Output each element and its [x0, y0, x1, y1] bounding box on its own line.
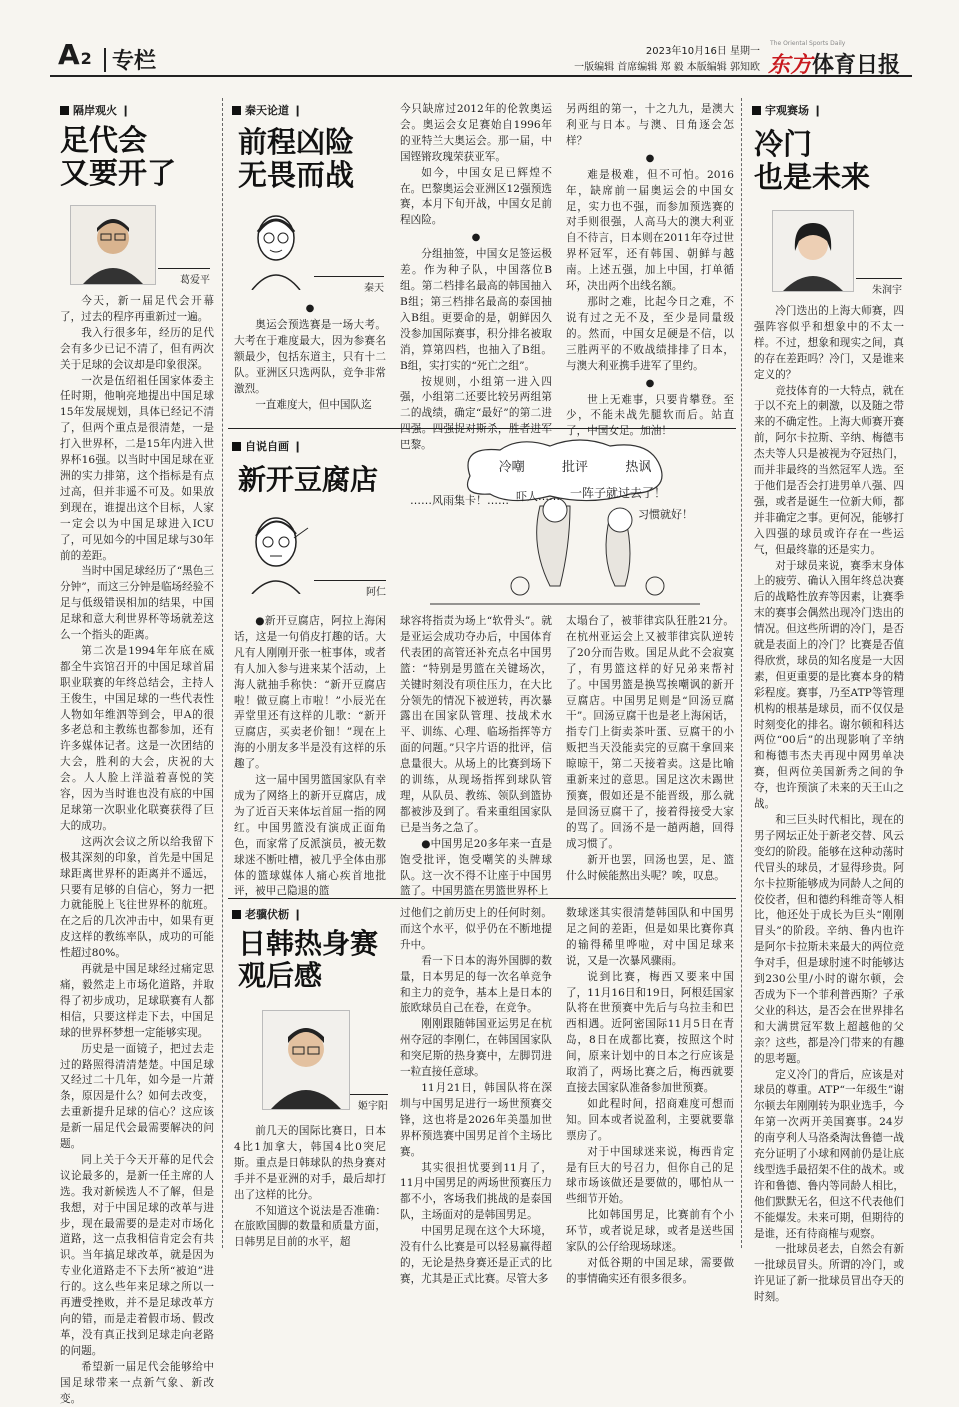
issue-date: 2023年10月16日 星期一: [645, 46, 760, 57]
japan-tag: 老骥伏枥 ❙: [232, 906, 302, 922]
paragraph: 奥运会预选赛是一场大考。大考在于难度最大，因为参赛名额最少，包括东道主，只有十二队。亚洲区只选两队，竞争非常激烈。: [234, 319, 386, 395]
header-info: [540, 44, 760, 76]
cartoon-speech-far: 习惯就好！: [638, 508, 693, 521]
paragraph: 看一下日本的海外国脚的数量，日本男足的每一次名单竞争和主力的竞争，基本上是日本的旅欧球员自己在卷，在竞争。: [400, 954, 552, 1015]
column-rule-3: [741, 98, 742, 1248]
paragraph: 比如韩国男足，比赛前有个小环节，或者说足球，或者是送些国家队的公仔给现场球迷。: [566, 1209, 734, 1254]
tofu-top-rule: [228, 428, 736, 429]
paragraph: 一批球员老去，自然会有新一批球员冒头。所谓的冷门，或许见证了新一批球员冒出夺天的时刻。: [754, 1243, 904, 1304]
tofu-author-caricature: [246, 508, 314, 594]
paragraph: 那时之难，比起今日之难，不说有过之无不及，至少是同量级的。然而，中国女足硬是不信，以三胜两平的不败战绩排排了日本，与澳大利亚携手进军了里约。: [566, 295, 734, 372]
cloud-word-1: 冷嘲: [498, 460, 525, 475]
tofu-cartoon: [410, 436, 710, 606]
paragraph: 冷门迭出的上海大师赛，四强阵容似乎和想象中的不太一样。不过，想象和现实之间，真的存在差距吗？冷门，又是谁来定义的？: [754, 305, 904, 381]
japan-body-a: [234, 1124, 386, 1251]
header-rule: [50, 75, 912, 77]
cartoon-speech-right: 一阵子就过去了！: [570, 486, 667, 500]
paragraph: 对于球员来说，赛季末身体上的疲劳、确认入围年终总决赛后的战略性放弃等因素，让赛季末的赛事会偶然出现冷门迭出的情况。但这些所谓的冷门，是否就是表面上的冷门？比赛是否值得欣赏，球员的知名度是一大因素，但更重要的是比赛本身的精彩程度。赛事，乃至ATP等管理机构的根基是球员，而不仅仅是时刻变化的排名。谢尔顿和科达两位“00后”的出现影响了辛纳和梅德韦杰夫再现中网男单决赛，但两位美国新秀之间的争夺，也许预演了未来的天王山之战。: [754, 559, 904, 811]
col3-author: 朱润宇: [856, 278, 902, 296]
col2-caricature: [244, 204, 308, 290]
col1-body: [60, 294, 214, 1407]
paragraph: 同上关于今天开幕的足代会议论最多的，是新一任主席的人选。我对新候选人不了解，但是我想，对于中国足球的改革与进步，现在最需要的是走对市场化道路，这一点我相信肯定会有共识。当年搞足球改革，就是因为专业化道路走不下去所“被迫”进行的。这么些年来足球之所以一再遭受挫败，并不是足球改革方向的错，而是走着假市场、假改革，没有真正找到足球走向老路的问题。: [60, 1153, 214, 1357]
paragraph: 第二次是1994年年底在威都全牛宾馆召开的中国足球首届职业联赛的年终总结会，主持人王俊生，中国足球的一些代表性人物如年维泗等到会，甲A的很多老总和主教练也都参加，还有许多媒体记者。这是一次团结的大会，胜利的大会，庆祝的大会。人人脸上洋溢着喜悦的笑容，因为当时谁也没有底的中国足球第一次职业化联赛获得了巨大的成功。: [60, 644, 214, 832]
paragraph: 我入行很多年，经历的足代会有多少已记不清了，但有两次关于足球的会议却是印象很深。: [60, 326, 214, 371]
logo-english: The Oriental Sports Daily: [770, 40, 846, 47]
paragraph: 如今，中国女足已辉煌不在。巴黎奥运会亚洲区12强预选赛，本月下旬开战，中国女足前程凶险。: [400, 166, 552, 227]
col2-body-middle: [400, 102, 552, 454]
paragraph: 定义冷门的背后，应该是对球员的尊重。ATP“一年级生”谢尔顿去年刚刚转为职业选手，今年第一次两开美国赛事。24岁的南亨利人马洛桑淘汰鲁德一战充分证明了小球和网前仍是让底线型选手最招架不住的战术。或许和鲁德、鲁内等同龄人相比，他们默默无名，但这不代表他们不能爆发。未来可期，但期待的是谁，还有待商榷与观察。: [754, 1068, 904, 1240]
paragraph: 另两组的第一，十之九九，是澳大利亚与日本。与澳、日角逐会怎样？: [566, 103, 734, 147]
paragraph: 中国男足现在这个大环境，没有什么比赛是可以轻易赢得超的，无论是热身赛还是正式的比赛，尤其是正式比赛。尽管大多: [400, 1225, 552, 1285]
tofu-body-a: [234, 614, 386, 900]
japan-top-rule: [228, 898, 736, 899]
japan-author-photo: [262, 1010, 350, 1110]
paragraph: 当时中国足球经历了“黑色三分钟”，而这三分钟是临场经验不足与低级错误相加的结果，中国足球和意大利世界杯等场就差这么一个指头的距离。: [60, 565, 214, 642]
paragraph: 今只缺席过2012年的伦敦奥运会。奥运会女足赛始自1996年的亚特兰大奥运会。那一届，中国铿锵玫瑰荣获亚军。: [400, 103, 552, 163]
paragraph: 希望新一届足代会能够给中国足球带来一点新气象、新改变。: [60, 1360, 214, 1405]
paragraph: 对低谷期的中国足球，需要做的事情确实还有很多很多。: [566, 1256, 734, 1285]
section-dot: ●: [645, 377, 655, 389]
paragraph: 再就是中国足球经过痛定思痛，毅然走上市场化道路，并取得了初步成功，足球联赛有人都相信，只要这样走下去，中国足球的世界杯梦想一定能够实现。: [60, 963, 214, 1039]
paragraph: 说到比赛，梅西又要来中国了，11月16日和19日，阿根廷国家队将在世预赛中先后与乌拉圭和巴西相遇。近阿密国际11月5日在青岛，8日在成都比赛，按照这个时间，原来计划中的日本之行应该是取消了，两场比赛之后，梅西就要直接去国家队准备参加世预赛。: [566, 970, 734, 1094]
section-dot: ●: [471, 232, 481, 244]
cartoon-speech-mid: 吓人……: [516, 490, 560, 503]
paragraph: 一次是伍绍祖任国家体委主任时期，他响亮地提出中国足球15年发展规划，具体已经记不清了，但两个重点是很清楚，一是打入世界杯，二是15年内进入世界杯16强。以当时中国足球在亚洲的实力排第，这个指标是有点过高，但并非遥不可及。如果放到现在，谁提出这个目标，人家一定会以为中国足球进入ICU了，可见如今的中国足球与30年前的差距。: [60, 374, 214, 562]
editors-line: 一版编辑 首席编辑 郑 毅 本版编辑 郭知欧: [574, 62, 760, 73]
col1-author-photo: [70, 205, 156, 285]
paragraph: 过他们之前历史上的任何时刻。而这个水平，似乎仍在不断地提升中。: [400, 907, 552, 951]
japan-body-b: [400, 906, 552, 1288]
section-dot: ●: [645, 152, 655, 164]
col1-tag: 隔岸观火 ❙: [60, 102, 130, 118]
tofu-headline: 新开豆腐店: [238, 463, 379, 496]
paragraph: 球容将指责为场上“软骨头”。就是亚运会成功夺办后，中国体育代表团的高管还补充点名中国男篮：“特别是男篮在关键场次，关键时刻没有项住压力，在大比分领先的情况下被逆转，再次暴露出在国家队管理、技战术水平、训练、心理、临场指挥等方面的问题。”只字片语的批评，信息量很大。从场上的比赛到场下的训练，从现场指挥到球队管理，从队员、教练、领队到篮协都被涉及到了。看来重组国家队已是当务之急了。: [400, 615, 552, 834]
paragraph: 竞技体育的一大特点，就在于以不充上的刺激，以及随之带来的不确定性。上海大师赛开赛前，阿尔卡拉斯、辛纳、梅德韦杰夫等人只是被视为夺冠热门，而并非最终的当然冠军人选。至于他们是否会打进男单八强、四强，或者是诞生一位新大师，都并非确定之事。更何况，能够打入四强的球员或许存在一些运气，但最终靠的还是实力。: [754, 384, 904, 556]
col2-author: 秦天: [314, 276, 384, 294]
page-number: A2: [58, 38, 93, 71]
col3-author-photo: [772, 210, 854, 292]
paragraph: 刚刚跟随韩国亚运男足在杭州夺冠的李刚仁，在韩国国家队和突尼斯的热身赛中，左脚罚进一粒直接任意球。: [400, 1018, 552, 1079]
paragraph: 11月21日，韩国队将在深圳与中国男足进行一场世预赛交锋，这也将是2026年美墨加世界杯预选赛中国男足首个主场比赛。: [400, 1081, 552, 1158]
paragraph: 这一届中国男篮国家队有幸成为了网络上的新开豆腐店，成为了近百天来体坛首屈一指的网红。中国男篮没有演成正面角色，而家常了反派演员，被无数球迷不断吐槽，被几乎全体由那体的篮球媒体人痛心疾首地批评，被甲己隐退的篮: [234, 774, 386, 898]
paragraph: 前几天的国际比赛日，日本4比1加拿大，韩国4比0突尼斯。重点是日韩球队的热身赛对手并不是亚洲的对手，最后却打出了这样的比分。: [234, 1125, 386, 1201]
col3-body: [754, 304, 904, 1306]
paragraph: 难是极难，但不可怕。2016年，缺席前一届奥运会的中国女足，实力也不强，而参加预选赛的对手则很强，人高马大的澳大利亚自不待言，日本则在2011年夺过世界杯冠军，还有韩国、朝鲜与越南。上述五强，加上中国，打单循环，决出两个出线名额。: [566, 168, 734, 293]
col1-author: 葛爱平: [158, 268, 210, 286]
japan-body-c: [566, 906, 734, 1288]
newspaper-logo: 东方体育日报: [768, 53, 901, 78]
cartoon-speech-left: ……风雨集卡！……: [410, 494, 509, 507]
col2-body-left: [234, 300, 386, 413]
paragraph: 一直难度大，但中国队迄: [255, 398, 372, 411]
tofu-tag: 自说自画 ❙: [232, 438, 302, 454]
paragraph: 今天，新一届足代会开幕了，过去的程序再重新过一遍。: [60, 295, 214, 323]
cloud-word-2: 批评: [561, 460, 588, 475]
paragraph: 太塌台了，被菲律宾队狂胜21分。在杭州亚运会上又被菲律宾队逆转了20分而告败。国足从此不会寂寞了，有男篮这样的好兄弟来帮衬了。中国男篮是换骂挨嘲讽的新开豆腐店。中国男足则是“回汤豆腐干”。回汤豆腐干也是老上海闲话，指专门上街卖茶叶蛋、豆腐干的小贩把当天没能卖完的豆腐干拿回来晾晾干，第二天接着卖。这是比喻重新来过的意思。国足这次未踢世预赛，假如还是不能晋级，那么就是回汤豆腐干了，接着得接受大家的骂了。回汤不是一趟两趟，回得成习惯了。: [566, 615, 734, 850]
tofu-author: 阿仁: [314, 580, 386, 598]
col2-tag: 秦天论道 ❙: [232, 102, 302, 118]
column-rule-1: [222, 98, 223, 1248]
section-dot: ●: [305, 303, 315, 314]
paragraph: 其实很担忧要到11月了，11月中国男足的两场世预赛压力都不小，客场我们挑战的是泰国队，主场面对的是韩国男足。: [400, 1161, 552, 1222]
section-name: 专栏: [112, 49, 157, 74]
col2-headline: 前程凶险 无畏而战: [238, 125, 355, 193]
cloud-word-3: 热讽: [625, 460, 652, 475]
tofu-body-c: [566, 614, 734, 884]
col3-headline: 冷门 也是未来: [754, 127, 871, 195]
paragraph: ●新开豆腐店，阿拉上海闲话，这是一句俏皮打趣的话。大凡有人刚刚开张一桩事体，或者有人加入参与进来某个活动，上海人就抽手称快：“新开豆腐店啦！做豆腐上市啦！”小辰光在弄堂里还有这样的儿歌：“新开豆腐店，买卖老价钿！”现在上海的小朋友多半是没有这样的乐趣了。: [234, 615, 386, 771]
paragraph: 对于中国球迷来说，梅西肯定是有巨大的号召力，但你自己的足球市场该做还是要做的，哪怕从一些细节开始。: [566, 1145, 734, 1206]
paragraph: 和三巨头时代相比，现在的男子网坛正处于新老交替、风云变幻的阶段。能够在这种动荡时代冒头的球员，才显得珍贵。阿尔卡拉斯能够成为同龄人之间的佼佼者，但和德约科维奇等人相比，他还处于成长为巨头“刚刚冒头”的阶段。辛纳、鲁内也许是阿尔卡拉斯未来最大的两位竞争对手，但是球肘速不时能够达到230公里/小时的谢尔顿，会否成为下一个菲利普西斯？子承父业的科达，是否会在世界排名和大满贯冠军数上超越他的父亲？这些，都是冷门带来的有趣的思考题。: [754, 814, 904, 1065]
japan-headline: 日韩热身赛 观后感: [238, 927, 379, 993]
header-divider: [104, 48, 106, 72]
paragraph: 按规则，小组第一进入四强，小组第二还要比较另两组第二的战绩，确定“最好”的第二进四强。四强捉对斯杀，胜者进军巴黎。: [400, 375, 552, 452]
col1-headline: 足代会 又要开了: [60, 123, 177, 191]
paragraph: 如此程时间，招商难度可想而知。回本或者说盈利，主要就要靠票房了。: [566, 1097, 734, 1142]
japan-author: 姬宇阳: [350, 1094, 388, 1112]
tofu-body-b: [400, 614, 552, 900]
cartoon-cloud-words: [480, 456, 670, 475]
col3-tag: 宇观赛场 ❙: [752, 102, 822, 118]
col2-body-right: [566, 102, 734, 440]
paragraph: ●中国男足20多年来一直是饱受批评，饱受嘲笑的头牌球队。这一次不得不让座于中国男篮了。中国男篮在男篮世界杯上: [400, 837, 552, 898]
paragraph: 历史是一面镜子，把过去走过的路照得清清楚楚。中国足球又经过二十几年，如今是一片萧条，原因是什么？如何去改变，去重新提升足球的信心？这应该是新一届足代会最需要解决的问题。: [60, 1042, 214, 1151]
paragraph: 新开也罢，回汤也罢，足、篮什么时候能熬出头呢？唉，叹息。: [566, 853, 734, 882]
paragraph: 不知道这个说法是否准确：在旅欧国脚的数量和质量方面，日韩男足目前的水平，超: [234, 1204, 386, 1249]
paragraph: 这两次会议之所以给我留下极其深刻的印象，首先是中国足球距离世界杯的距离并不遥远，只要有足够的自信心，努力一把力就能脱上飞往世界杯的航班。在之后的几次冲击中，如果有更皮这样的教练率队，成功的可能性超过80%。: [60, 835, 214, 960]
paragraph: 数球迷其实很清楚韩国队和中国男足之间的差距，但是如果比赛你真的输得稀里哗啦，对中国足球来说，又是一次暴风骤雨。: [566, 907, 734, 967]
paragraph: 分组抽签，中国女足签运极差。作为种子队，中国落位B组。第二档排名最高的韩国抽入B组；第三档排名最高的泰国抽入B组。更要命的是，朝鲜因久没参加国际赛事，积分排名被取消，算第四档，也抽入了B组。B组，实打实的“死亡之组”。: [400, 248, 552, 372]
paragraph: 世上无难事，只要肯攀登。至少，不能未战先腿软而后。站直了，中国女足。加油！: [566, 393, 734, 438]
